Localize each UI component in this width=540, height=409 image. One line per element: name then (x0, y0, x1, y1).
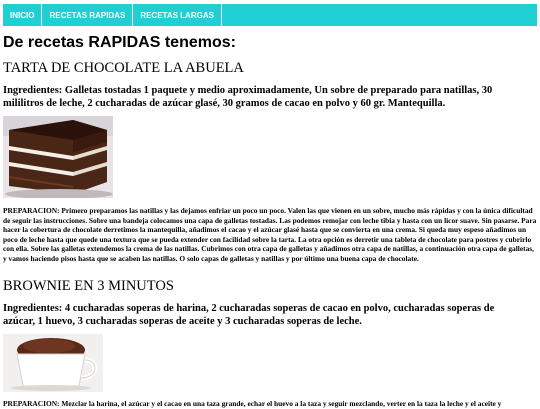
recipe-preparation-brownie: PREPARACION: Mezclar la harina, el azúcar y el cacao en una taza grande, echar el huevo a la taza y seguir mezclando, verter en la taza la leche y el aceite y (3, 399, 502, 408)
chocolate-cake-photo (3, 116, 113, 198)
brownie-mug-photo (3, 334, 103, 392)
recipe-ingredients-tarta: Ingredientes: Galletas tostadas 1 paquete y medio aproximadamente, Un sobre de preparado para natillas, 30 mililitros de leche, 2 cucharadas de azúcar glasé, 30 gramos de cacao en polvo y 60 gr. Mantequilla. (3, 85, 493, 109)
navbar-spacer (222, 4, 537, 26)
top-navbar (3, 4, 537, 26)
recipe-title-brownie: BROWNIE EN 3 MINUTOS (3, 278, 174, 294)
nav-item-inicio[interactable]: INICIO (3, 4, 42, 26)
nav-item-recetas-largas[interactable]: RECETAS LARGAS (133, 4, 222, 26)
nav-item-recetas-rapidas[interactable]: RECETAS RAPIDAS (42, 4, 133, 26)
page-title: De recetas RAPIDAS tenemos: (3, 34, 236, 51)
recipe-preparation-tarta: PREPARACION: Primero preparamos las natillas y las dejamos enfriar un poco un poco. Valen las que vienen en un sobre, mucho más rápidas y con la única dificultad de seguir las instrucciones. Sobre una bandeja colocamos una capa de galletas tostadas. Las podemos remojar con leche tibia y hasta con un licor suave. Sin pasarse. Para hacer la cobertura de chocolate derretimos la mantequilla, añadimos el cacao y el azúcar glasé hasta que se convierta en una crema. Si queda muy espeso añadimos un poco de leche hasta que quede una textura que se pueda extender con facilidad sobre la tarta. La otra opción es derretir una tableta de chocolate para postres y cubrirlo con ella. Sobre las galletas extendemos la crema de las natillas. Cubrimos con otra capa de galletas y añadimos otra capa de natillas, a continuación otra capa de galletas, y vamos haciendo pisos hasta que se acaben las natillas. O solo capas de galletas y natillas y por último una buena capa de chocolate. (3, 206, 537, 263)
recipe-title-tarta: TARTA DE CHOCOLATE LA ABUELA (3, 60, 244, 76)
recipe-ingredients-brownie: Ingredientes: 4 cucharadas soperas de harina, 2 cucharadas soperas de cacao en polvo, cucharadas soperas de azúcar, 1 huevo, 3 cucharadas soperas de aceite y 3 cucharadas soperas de leche. (3, 303, 495, 327)
